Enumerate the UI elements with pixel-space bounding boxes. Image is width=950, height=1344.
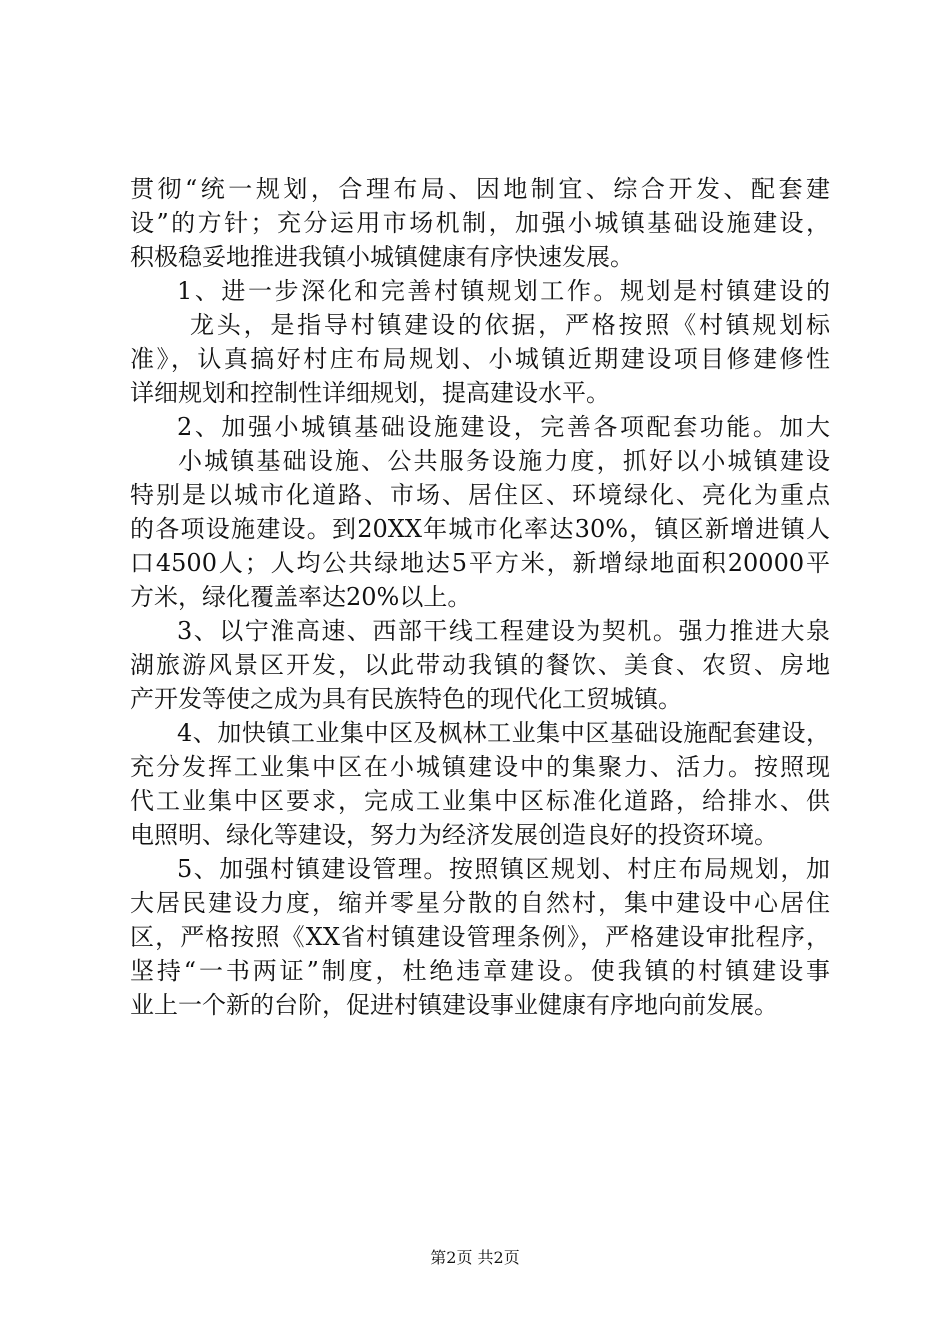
text-line: 坚持“一书两证”制度，杜绝违章建设。使我镇的村镇建设事 — [130, 957, 830, 985]
paragraph-2-start: 2、加强小城镇基础设施建设，完善各项配套功能。加大 — [177, 413, 830, 441]
text-line: 积极稳妥地推进我镇小城镇健康有序快速发展。 — [130, 243, 634, 271]
text-line: 产开发等使之成为具有民族特色的现代化工贸城镇。 — [130, 685, 682, 713]
paragraph-4-start: 4、加快镇工业集中区及枫林工业集中区基础设施配套建设， — [177, 719, 830, 747]
text-line: 大居民建设力度，缩并零星分散的自然村，集中建设中心居住 — [130, 889, 830, 917]
page-number-footer: 第2页 共2页 — [430, 1248, 520, 1267]
text-line: 业上一个新的台阶，促进村镇建设事业健康有序地向前发展。 — [130, 991, 778, 1019]
text-line: 小城镇基础设施、公共服务设施力度，抓好以小城镇建设 — [178, 447, 830, 475]
text-line: 准》，认真搞好村庄布局规划、小城镇近期建设项目修建修性 — [130, 345, 830, 373]
text-line: 区，严格按照《XX省村镇建设管理条例》，严格建设审批程序， — [130, 923, 830, 951]
text-line: 详细规划和控制性详细规划，提高建设水平。 — [130, 379, 610, 407]
text-line: 龙头，是指导村镇建设的依据，严格按照《村镇规划标 — [190, 311, 830, 339]
text-line: 的各项设施建设。到20XX年城市化率达30%，镇区新增进镇人 — [130, 515, 830, 543]
text-line: 湖旅游风景区开发，以此带动我镇的餐饮、美食、农贸、房地 — [130, 651, 830, 679]
text-line: 口4500人；人均公共绿地达5平方米，新增绿地面积20000平 — [130, 549, 830, 577]
paragraph-1-start: 1、进一步深化和完善村镇规划工作。规划是村镇建设的 — [177, 277, 830, 305]
text-line: 电照明、绿化等建设，努力为经济发展创造良好的投资环境。 — [130, 821, 778, 849]
text-line: 充分发挥工业集中区在小城镇建设中的集聚力、活力。按照现 — [130, 753, 830, 781]
text-line: 设”的方针；充分运用市场机制，加强小城镇基础设施建设， — [130, 209, 830, 237]
text-line: 方米，绿化覆盖率达20%以上。 — [130, 583, 472, 611]
paragraph-5-start: 5、加强村镇建设管理。按照镇区规划、村庄布局规划，加 — [177, 855, 830, 883]
text-line: 特别是以城市化道路、市场、居住区、环境绿化、亮化为重点 — [130, 481, 830, 509]
document-body — [130, 172, 830, 1022]
text-line: 贯彻“统一规划，合理布局、因地制宜、综合开发、配套建 — [130, 175, 830, 203]
text-line: 代工业集中区要求，完成工业集中区标准化道路，给排水、供 — [130, 787, 830, 815]
paragraph-3-start: 3、以宁淮高速、西部干线工程建设为契机。强力推进大泉 — [177, 617, 830, 645]
